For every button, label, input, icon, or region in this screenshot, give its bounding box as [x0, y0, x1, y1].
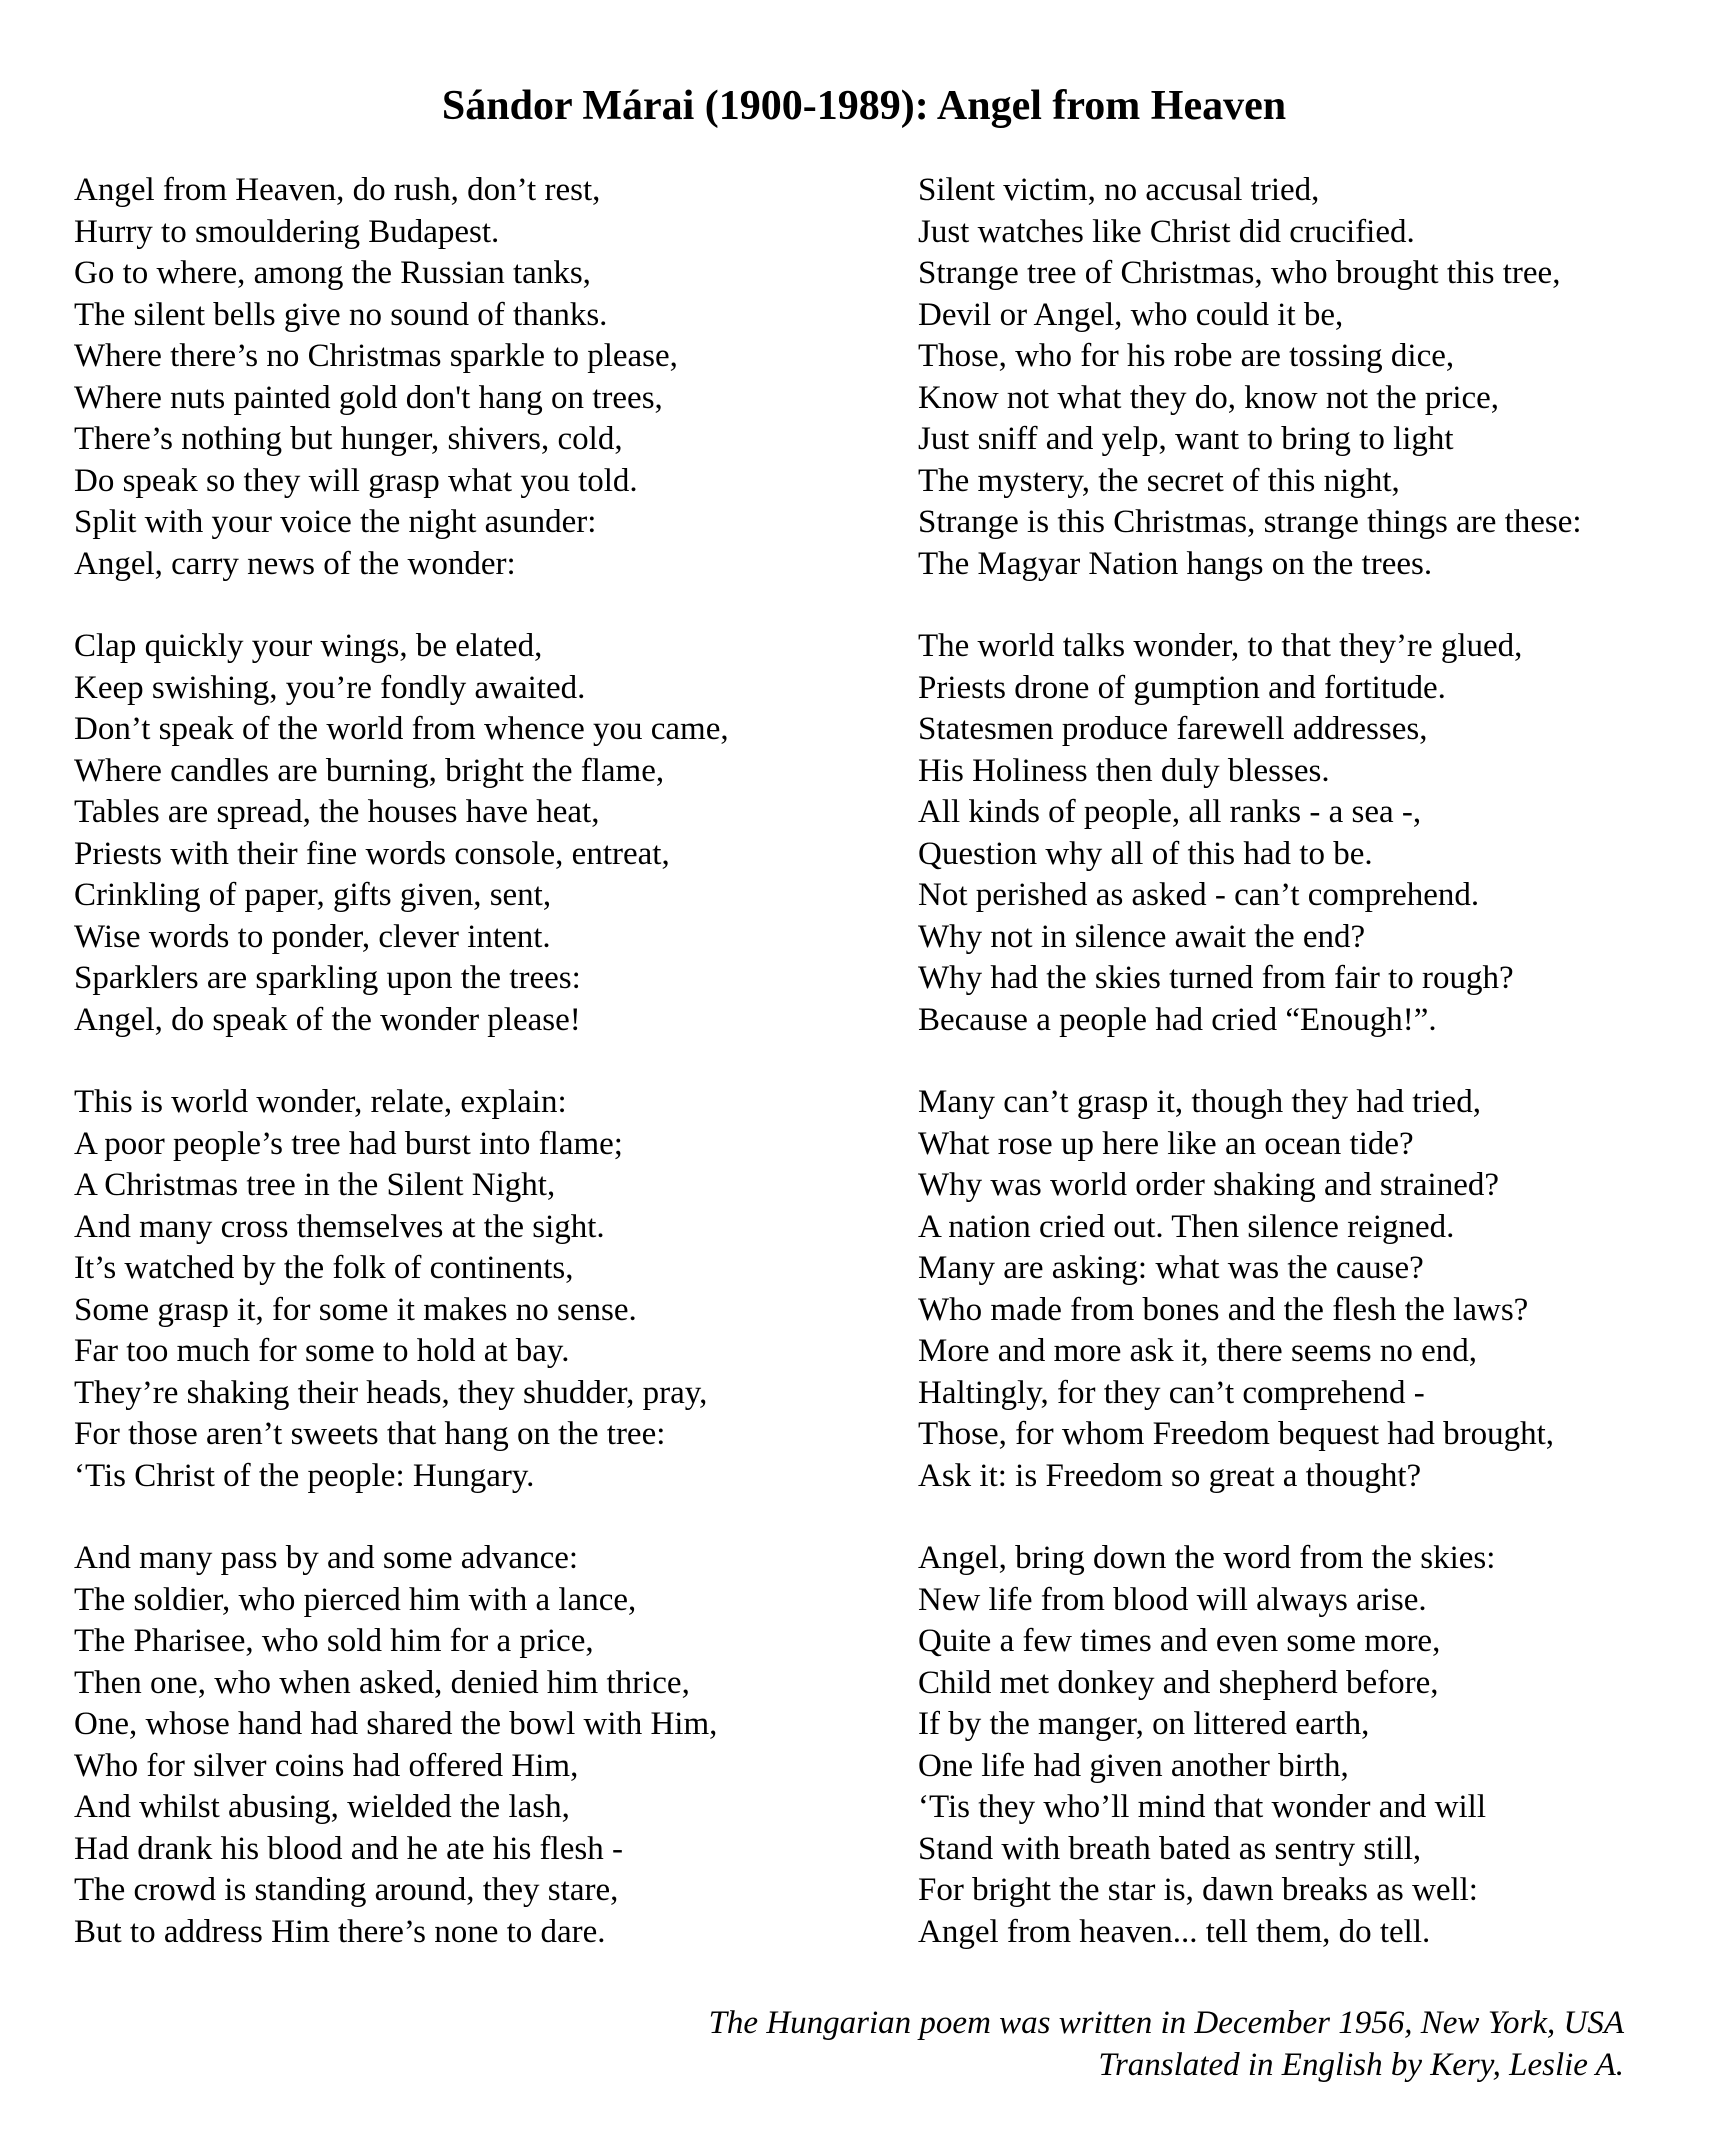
poem-line: The Pharisee, who sold him for a price, [74, 1623, 594, 1659]
poem-line: Do speak so they will grasp what you told. [74, 462, 638, 499]
poem-line: A nation cried out. Then silence reigned. [918, 1208, 1455, 1245]
poem-line: Who for silver coins had offered Him, [74, 1747, 579, 1784]
poem-line: Child met donkey and shepherd before, [918, 1664, 1439, 1701]
poem-line: Why was world order shaking and strained? [918, 1167, 1499, 1203]
poem-line: Angel, do speak of the wonder please! [74, 1001, 581, 1038]
poem-line: Many can’t grasp it, though they had tried, [918, 1084, 1482, 1120]
poem-line: Angel, carry news of the wonder: [74, 545, 516, 582]
poem-line: This is world wonder, relate, explain: [74, 1084, 567, 1120]
poem-line: They’re shaking their heads, they shudder, pray, [74, 1374, 708, 1411]
stanza [74, 1538, 914, 1953]
poem-line: There’s nothing but hunger, shivers, cold, [74, 421, 623, 457]
right-column [918, 170, 1728, 1994]
poem-line: And many cross themselves at the sight. [74, 1208, 605, 1245]
poem-line: Clap quickly your wings, be elated, [74, 628, 543, 664]
poem-line: Why not in silence await the end? [918, 918, 1366, 955]
poem-line: More and more ask it, there seems no end, [918, 1333, 1478, 1369]
poem-line: Priests drone of gumption and fortitude. [918, 669, 1446, 706]
poem-line: It’s watched by the folk of continents, [74, 1250, 574, 1286]
poem-line: Strange is this Christmas, strange things are these: [918, 504, 1582, 540]
poem-line: Don’t speak of the world from whence you came, [74, 711, 729, 747]
poem-line: Angel, bring down the word from the skies: [918, 1540, 1496, 1576]
poem-line: Why had the skies turned from fair to rough? [918, 960, 1514, 996]
poem-line: One, whose hand had shared the bowl with Him, [74, 1706, 718, 1742]
poem-line: Priests with their fine words console, entreat, [74, 835, 670, 872]
stanza [918, 1538, 1728, 1953]
poem-title: Sándor Márai (1900-1989): Angel from Heaven [441, 83, 1287, 129]
left-column [74, 170, 914, 1994]
poem-line: Question why all of this had to be. [918, 835, 1373, 872]
stanza [918, 1082, 1728, 1497]
poem-line: Where there’s no Christmas sparkle to please, [74, 338, 678, 374]
poem-line: And whilst abusing, wielded the lash, [74, 1789, 570, 1825]
poem-line: Angel from heaven... tell them, do tell. [918, 1913, 1431, 1950]
poem-line: Wise words to ponder, clever intent. [74, 918, 551, 955]
poem-line: A poor people’s tree had burst into flame; [74, 1125, 623, 1162]
poem-line: Crinkling of paper, gifts given, sent, [74, 877, 552, 913]
poem-line: And many pass by and some advance: [74, 1540, 579, 1576]
poem-line: Just watches like Christ did crucified. [918, 213, 1415, 250]
poem-line: Where candles are burning, bright the flame, [74, 752, 665, 789]
poem-line: Sparklers are sparkling upon the trees: [74, 960, 581, 996]
poem-line: Silent victim, no accusal tried, [918, 172, 1320, 208]
poem-line: The crowd is standing around, they stare, [74, 1872, 619, 1908]
poem-line: Statesmen produce farewell addresses, [918, 711, 1428, 747]
poem-line: Go to where, among the Russian tanks, [74, 255, 591, 291]
poem-line: One life had given another birth, [918, 1747, 1349, 1784]
poem-line: Stand with breath bated as sentry still, [918, 1830, 1422, 1867]
poem-line: Tables are spread, the houses have heat, [74, 794, 600, 830]
poem-line: For bright the star is, dawn breaks as well: [918, 1872, 1478, 1908]
poem-line: Strange tree of Christmas, who brought this tree, [918, 255, 1561, 291]
poem-line: For those aren’t sweets that hang on the tree: [74, 1416, 666, 1452]
poem-line: Hurry to smouldering Budapest. [74, 213, 500, 250]
poem-line: Many are asking: what was the cause? [918, 1250, 1424, 1286]
stanza [74, 626, 914, 1041]
poem-line: But to address Him there’s none to dare. [74, 1913, 606, 1950]
poem-line: A Christmas tree in the Silent Night, [74, 1167, 556, 1203]
poem-line: Some grasp it, for some it makes no sense. [74, 1291, 637, 1328]
poem-line: ‘Tis Christ of the people: Hungary. [74, 1457, 535, 1494]
poem-line: Keep swishing, you’re fondly awaited. [74, 669, 586, 706]
stanza [918, 626, 1728, 1041]
poem-line: The mystery, the secret of this night, [918, 462, 1400, 499]
footer-note [709, 2002, 1624, 2086]
poem-line: Quite a few times and even some more, [918, 1623, 1441, 1659]
poem-line: The world talks wonder, to that they’re glued, [918, 628, 1523, 664]
poem-line: All kinds of people, all ranks - a sea -, [918, 794, 1422, 830]
poem-line: Who made from bones and the flesh the laws? [918, 1291, 1529, 1328]
poem-line: Then one, who when asked, denied him thrice, [74, 1664, 690, 1701]
poem-line: Had drank his blood and he ate his flesh - [74, 1830, 623, 1867]
poem-line: Far too much for some to hold at bay. [74, 1333, 570, 1369]
poem-line: Where nuts painted gold don't hang on trees, [74, 379, 663, 416]
poem-line: New life from blood will always arise. [918, 1581, 1427, 1618]
poem-line: Split with your voice the night asunder: [74, 504, 597, 540]
poem-line: The Magyar Nation hangs on the trees. [918, 545, 1433, 582]
stanza [74, 1082, 914, 1497]
poem-line: Angel from Heaven, do rush, don’t rest, [74, 172, 601, 208]
poem-line: Devil or Angel, who could it be, [918, 296, 1344, 333]
poem-line: If by the manger, on littered earth, [918, 1706, 1370, 1742]
poem-line: Not perished as asked - can’t comprehend. [918, 877, 1480, 913]
poem-line: The silent bells give no sound of thanks. [74, 296, 608, 333]
poem-line: Know not what they do, know not the price, [918, 379, 1500, 416]
poem-line: ‘Tis they who’ll mind that wonder and will [918, 1789, 1486, 1825]
footer-line-translated: Translated in English by Kery, Leslie A. [1098, 2047, 1624, 2083]
poem-line: Because a people had cried “Enough!”. [918, 1001, 1437, 1038]
footer-line-written: The Hungarian poem was written in December 1956, New York, USA [708, 2005, 1624, 2041]
poem-line: Those, who for his robe are tossing dice, [918, 338, 1455, 374]
poem-line: Those, for whom Freedom bequest had brought, [918, 1416, 1555, 1452]
poem-line: His Holiness then duly blesses. [918, 752, 1330, 789]
stanza [74, 170, 914, 585]
poem-line: Just sniff and yelp, want to bring to light [918, 421, 1454, 457]
poem-line: Haltingly, for they can’t comprehend - [918, 1374, 1425, 1411]
stanza [918, 170, 1728, 585]
poem-line: What rose up here like an ocean tide? [918, 1125, 1414, 1162]
poem-line: Ask it: is Freedom so great a thought? [918, 1457, 1422, 1494]
poem-line: The soldier, who pierced him with a lance, [74, 1581, 637, 1618]
